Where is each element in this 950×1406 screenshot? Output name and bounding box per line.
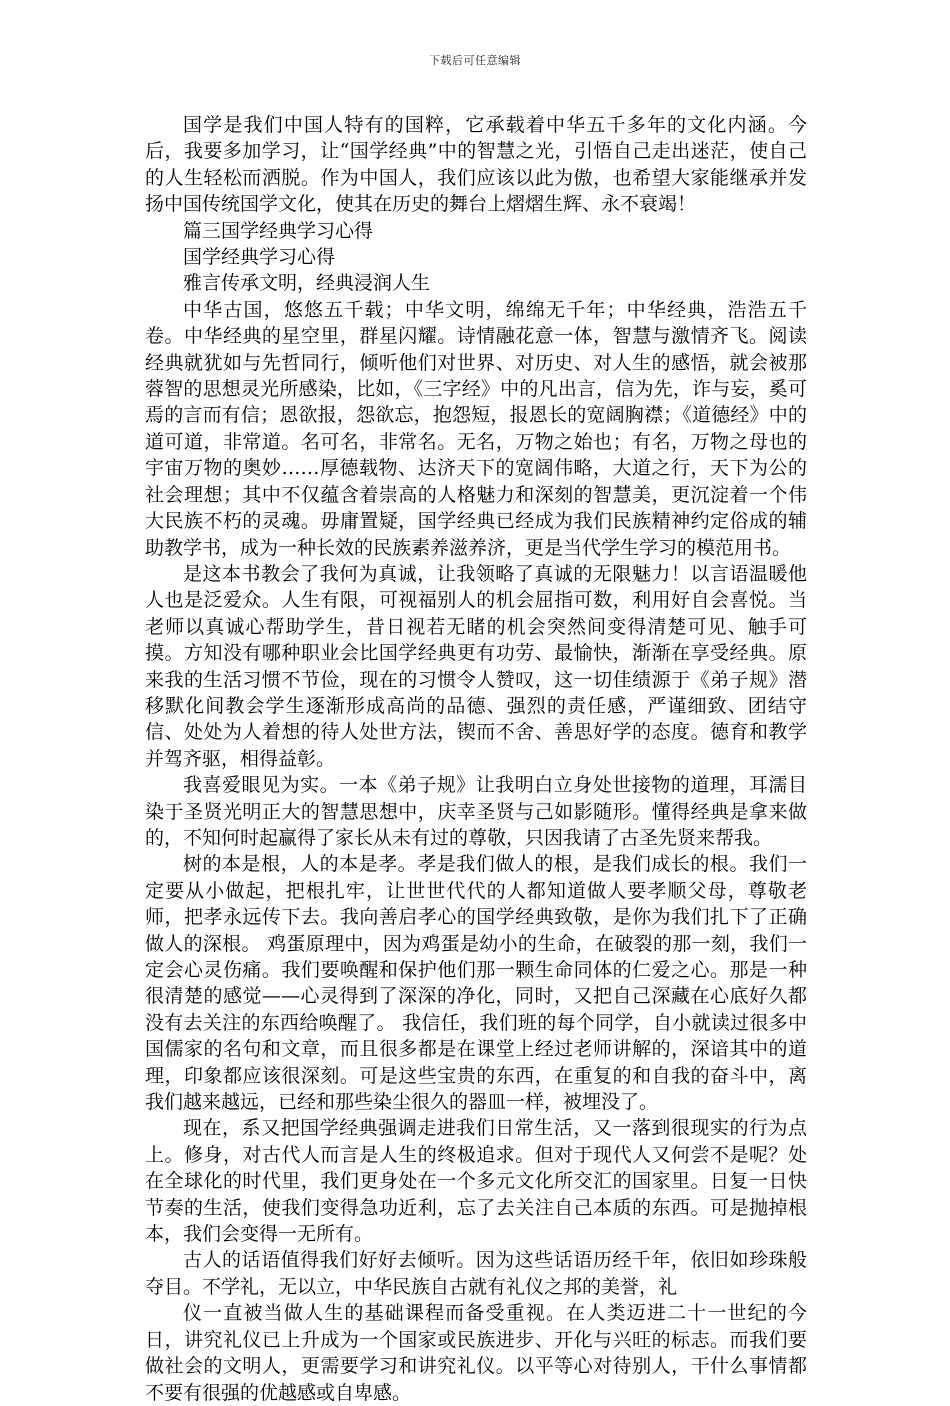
- paragraph-ancient-words: 古人的话语值得我们好好去倾听。因为这些话语历经千年，依旧如珍珠般夺目。不学礼，无以立，中华民族自古就有礼仪之邦的美誉，礼: [145, 1249, 807, 1298]
- paragraph-sincerity: 是这本书教会了我何为真诚，让我领略了真诚的无限魅力！以言语温暖他人也是泛爱众。人生有限，可视福别人的机会屈指可数，利用好自会喜悦。当老师以真诚心帮助学生，昔日视若无睹的机会突然间变得清楚可见、触手可摸。方知没有哪种职业会比国学经典更有功劳、最愉快，渐渐在享受经典。原来我的生活习惯不节俭，现在的习惯令人赞叹，这一切佳绩源于《弟子规》潜移默化间教会学生逐渐形成高尚的品德、强烈的责任感，严谨细致、团结守信、处处为人着想的待人处世方法，锲而不舍、善思好学的态度。德育和教学并驾齐驱，相得益彰。: [145, 562, 807, 770]
- paragraph-etiquette: 仪一直被当做人生的基础课程而备受重视。在人类迈进二十一世纪的今日，讲究礼仪已上升成为一个国家或民族进步、开化与兴旺的标志。而我们要做社会的文明人，更需要学习和讲究礼仪。以平等心对待别人，干什么事情都不要有很强的优越感或自卑感。: [145, 1302, 807, 1404]
- section-heading: 篇三国学经典学习心得: [183, 219, 374, 242]
- paragraph-intro-conclusion: 国学是我们中国人特有的国粹，它承载着中华五千多年的文化内涵。今后，我要多加学习，让“国学经典”中的智慧之光，引悟自己走出迷茫，使自己的人生轻松而洒脱。作为中国人，我们应该以此为傲，也希望大家能继承并发扬中国传统国学文化，使其在历史的舞台上熠熠生辉、永不衰竭！: [145, 114, 807, 216]
- paragraph-classics-overview: 中华古国，悠悠五千载；中华文明，绵绵无千年；中华经典，浩浩五千卷。中华经典的星空里，群星闪耀。诗情融花意一体，智慧与激情齐飞。阅读经典就犹如与先哲同行，倾听他们对世界、对历史、对人生的感悟，就会被那蓉智的思想灵光所感染，比如，《三字经》中的凡出言，信为先，诈与妄，奚可焉的言而有信；恩欲报，怨欲忘，抱怨短，报恩长的宽阔胸襟；《道德经》中的道可道，非常道。名可名，非常名。无名，万物之始也；有名，万物之母也的宇宙万物的奥妙……厚德载物、达济天下的宽阔伟略，大道之行，天下为公的社会理想；其中不仅蕴含着崇高的人格魅力和深刻的智慧美，更沉淀着一个伟大民族不朽的灵魂。毋庸置疑，国学经典已经成为我们民族精神约定俗成的辅助教学书，成为一种长效的民族素养滋养济，更是当代学生学习的模范用书。: [145, 298, 807, 559]
- article-subtitle: 雅言传承文明，经典浸润人生: [183, 272, 431, 295]
- article-title: 国学经典学习心得: [183, 246, 336, 269]
- page-header: 下载后可任意编辑: [429, 54, 521, 67]
- document-body: [145, 112, 807, 1406]
- paragraph-modern-life: 现在，系又把国学经典强调走进我们日常生活，又一落到很现实的行为点上。修身，对古代人而言是人生的终极追求。但对于现代人又何尝不是呢？处在全球化的时代里，我们更身处在一个多元文化所交汇的国家里。日复一日快节奏的生活，使我们变得急功近利，忘了去关注自己本质的东西。可是抛掉根本，我们会变得一无所有。: [145, 1117, 807, 1246]
- paragraph-seeing-is-believing: 我喜爱眼见为实。一本《弟子规》让我明白立身处世接物的道理，耳濡目染于圣贤光明正大的智慧思想中，庆幸圣贤与己如影随形。懂得经典是拿来做的，不知何时起赢得了家长从未有过的尊敬，只因我请了古圣先贤来帮我。: [145, 774, 807, 849]
- paragraph-filial-piety: 树的本是根，人的本是孝。孝是我们做人的根，是我们成长的根。我们一定要从小做起，把根扎牢，让世世代代的人都知道做人要孝顺父母，尊敬老师，把孝永远传下去。我向善启孝心的国学经典致敬，是你为我们扎下了正确做人的深根。 鸡蛋原理中，因为鸡蛋是幼小的生命，在破裂的那一刻，我们一定会心灵伤痛。我们要唤醒和保护他们那一颗生命同体的仁爱之心。那是一种很清楚的感觉——心灵得到了深深的净化，同时，又把自己深藏在心底好久都没有去关注的东西给唤醒了。 我信任，我们班的每个同学，自小就读过很多中国儒家的名句和文章，而且很多都是在课堂上经过老师讲解的，深谙其中的道理，印象都应该很深刻。可是这些宝贵的东西，在重复的和自我的奋斗中，离我们越来越远，已经和那些染尘很久的器皿一样，被埋没了。: [145, 853, 807, 1114]
